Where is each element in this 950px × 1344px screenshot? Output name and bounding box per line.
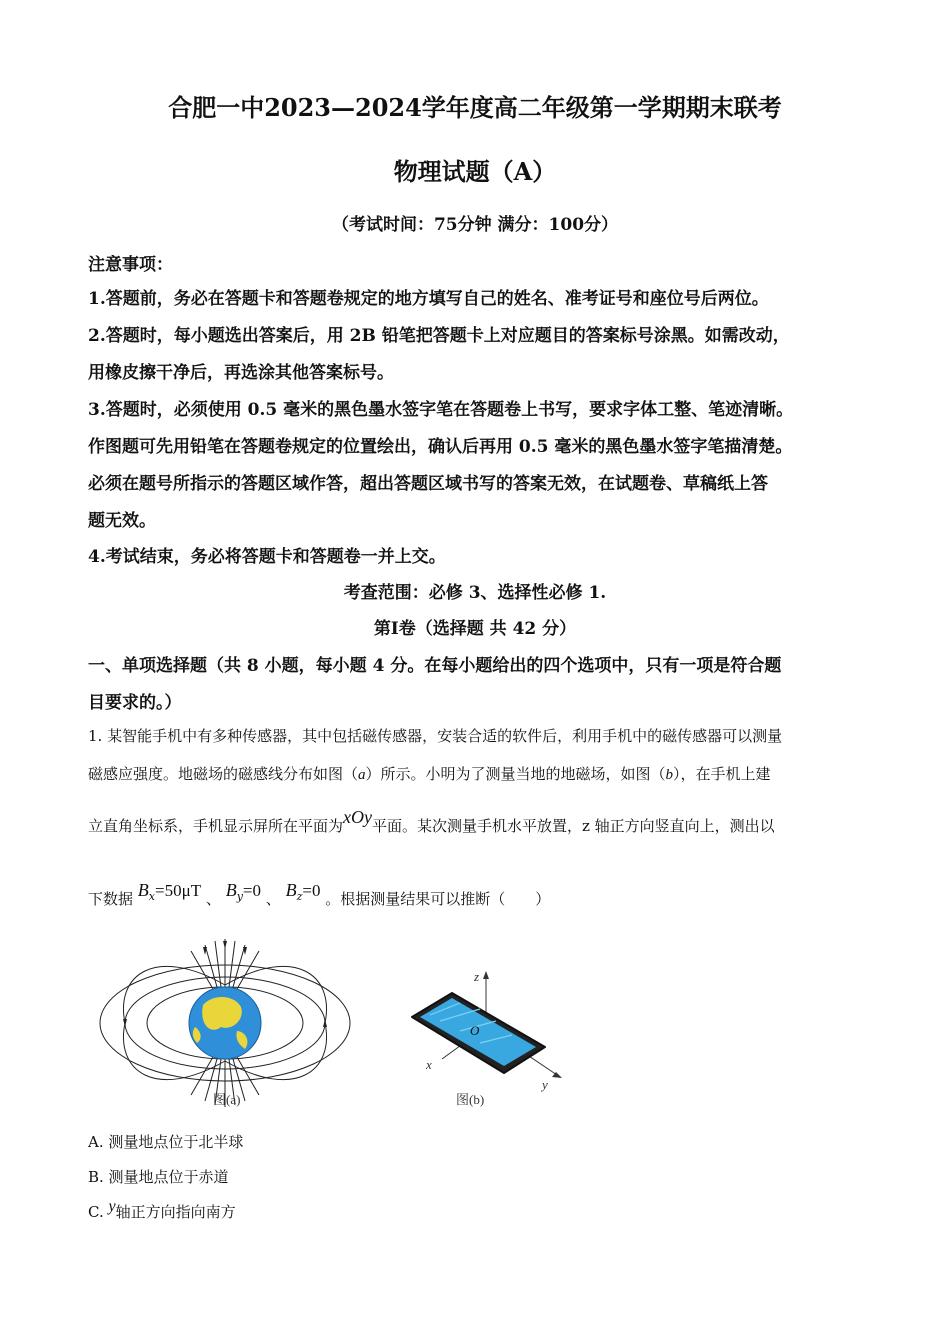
- note-3a: 3.答题时，必须使用 0.5 毫米的黑色墨水签字笔在答题卷上书写，要求字体工整、笔迹清晰。: [88, 400, 794, 420]
- option-a: A. 测量地点位于北半球: [88, 1133, 244, 1151]
- figure-b-caption: 图(b): [456, 1092, 485, 1107]
- axis-y-label: y: [542, 1077, 548, 1092]
- section-title: 第Ⅰ卷（选择题 共 42 分）: [373, 619, 577, 639]
- notes-heading: 注意事项：: [88, 255, 173, 275]
- note-2a: 2.答题时，每小题选出答案后，用 2B 铅笔把答题卡上对应题目的答案标号涂黑。如需改动，: [88, 326, 790, 346]
- note-4: 4.考试结束，务必将答题卡和答题卷一并上交。: [88, 547, 446, 567]
- phone-axes-figure: [400, 965, 580, 1095]
- earth-magnetic-field-figure: [95, 935, 355, 1115]
- part1-instructions-a: 一、单项选择题（共 8 小题，每小题 4 分。在每小题给出的四个选项中，只有一项是符合题: [88, 656, 782, 676]
- note-3b: 作图题可先用铅笔在答题卷规定的位置绘出，确认后再用 0.5 毫米的黑色墨水签字笔描清楚。: [88, 437, 793, 457]
- part1-instructions-b: 目要求的。）: [88, 693, 182, 713]
- note-3d: 题无效。: [88, 511, 156, 531]
- q1-line2: 磁感应强度。地磁场的磁感线分布如图（a）所示。小明为了测量当地的地磁场，如图（b），在手机上建: [88, 765, 771, 783]
- option-c: C. y轴正方向指向南方: [88, 1198, 236, 1221]
- axis-x-label: x: [426, 1057, 432, 1072]
- exam-scope: 考查范围：必修 3、选择性必修 1.: [343, 583, 607, 603]
- q1-line1: 1. 某智能手机中有多种传感器，其中包括磁传感器，安装合适的软件后，利用手机中的磁传感器可以测量: [88, 727, 783, 745]
- plane-xoy: xOy: [343, 807, 372, 827]
- exam-subtitle: 物理试题（A）: [393, 157, 557, 186]
- note-3c: 必须在题号所指示的答题区域作答，超出答题区域书写的答案无效，在试题卷、草稿纸上答: [88, 474, 768, 494]
- exam-title: 合肥一中2023—2024学年度高二年级第一学期期末联考: [168, 93, 782, 122]
- option-b: B. 测量地点位于赤道: [88, 1168, 229, 1186]
- q1-line4: 下数据 $B_x=50\mu T$ 、 $B_y=0$ 、 $B_z=0$ 。根据测量结果可以推断（ ）: [88, 880, 551, 908]
- figure-a-caption: 图(a): [213, 1092, 241, 1107]
- exam-info: （考试时间：75分钟 满分：100分）: [331, 215, 619, 235]
- by-value: $B_y=0$: [225, 880, 261, 903]
- bx-value: $B_x=50\mu T$: [137, 880, 202, 903]
- note-2b: 用橡皮擦干净后，再选涂其他答案标号。: [88, 363, 394, 383]
- note-1: 1.答题前，务必在答题卡和答题卷规定的地方填写自己的姓名、准考证号和座位号后两位。: [88, 289, 769, 309]
- bz-value: $B_z=0$: [285, 880, 321, 903]
- q1-line3: 立直角坐标系，手机显示屏所在平面为xOy平面。某次测量手机水平放置，z 轴正方向竖直向上，测出以: [88, 807, 775, 835]
- axis-z-label: z: [474, 969, 480, 984]
- axis-origin-label: O: [470, 1023, 480, 1038]
